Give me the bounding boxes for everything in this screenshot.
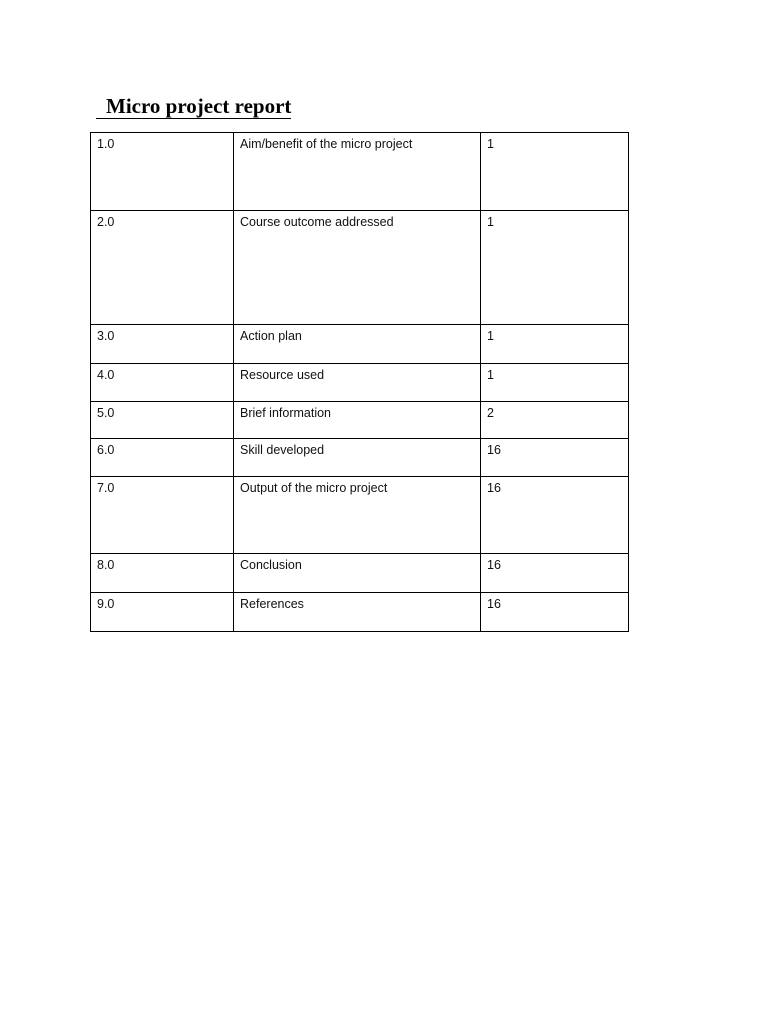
- row-value: 16: [481, 477, 629, 554]
- row-topic: Conclusion: [234, 554, 481, 593]
- row-value: 16: [481, 554, 629, 593]
- row-number: 1.0: [91, 133, 234, 211]
- page-title: Micro project report: [96, 94, 291, 119]
- row-value: 1: [481, 133, 629, 211]
- table-row: [91, 402, 629, 439]
- row-value: 1: [481, 364, 629, 402]
- table-row: [91, 364, 629, 402]
- row-value: 16: [481, 439, 629, 477]
- row-topic: Aim/benefit of the micro project: [234, 133, 481, 211]
- row-number: 6.0: [91, 439, 234, 477]
- table-row: [91, 133, 629, 211]
- row-number: 2.0: [91, 211, 234, 325]
- row-number: 9.0: [91, 593, 234, 632]
- table-row: [91, 325, 629, 364]
- row-topic: Resource used: [234, 364, 481, 402]
- row-value: 2: [481, 402, 629, 439]
- table-row: [91, 593, 629, 632]
- row-topic: Action plan: [234, 325, 481, 364]
- row-topic: References: [234, 593, 481, 632]
- row-number: 5.0: [91, 402, 234, 439]
- row-topic: Course outcome addressed: [234, 211, 481, 325]
- table-row: [91, 211, 629, 325]
- table-row: [91, 477, 629, 554]
- row-value: 16: [481, 593, 629, 632]
- table-row: [91, 554, 629, 593]
- row-number: 8.0: [91, 554, 234, 593]
- row-topic: Output of the micro project: [234, 477, 481, 554]
- row-topic: Skill developed: [234, 439, 481, 477]
- report-table: [90, 132, 629, 632]
- row-value: 1: [481, 211, 629, 325]
- table-row: [91, 439, 629, 477]
- row-number: 4.0: [91, 364, 234, 402]
- row-number: 3.0: [91, 325, 234, 364]
- row-topic: Brief information: [234, 402, 481, 439]
- row-number: 7.0: [91, 477, 234, 554]
- row-value: 1: [481, 325, 629, 364]
